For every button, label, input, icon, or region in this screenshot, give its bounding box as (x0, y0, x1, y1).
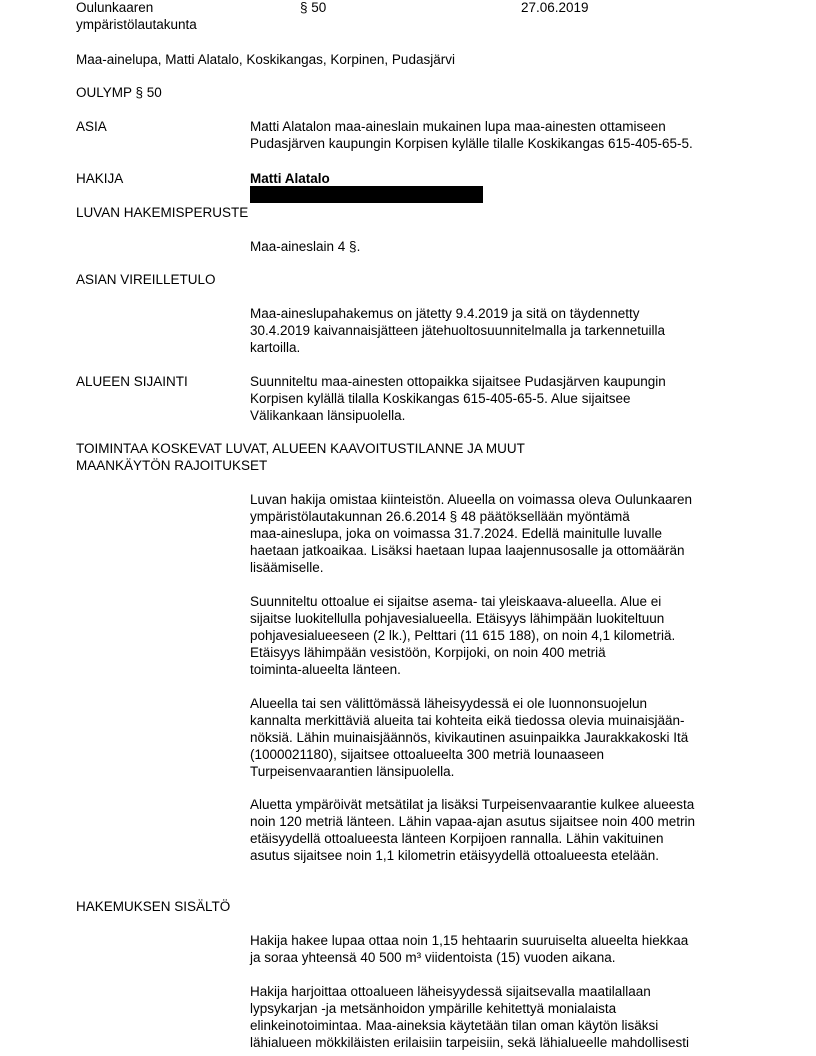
hakija-name: Matti Alatalo (250, 171, 330, 186)
paragraph-line: toiminta-alueelta länteen. (250, 662, 401, 677)
redaction-bar (250, 186, 483, 203)
paragraph-line: etäisyydellä ottoalueesta länteen Korpijoen rannalla. Lähin vakituinen (250, 831, 664, 846)
paragraph-line: Suunniteltu ottoalue ei sijaitse asema- tai yleiskaava-alueella. Alue ei (250, 594, 662, 609)
toiminta-paragraph-2 (250, 593, 750, 678)
toiminta-label-line1: TOIMINTAA KOSKEVAT LUVAT, ALUEEN KAAVOITUSTILANNE JA MUUT (76, 441, 525, 456)
paragraph-line: lähialueen mökkiläisten erilaisiin tarpeisiin, sekä lähialueelle mahdollisesti (250, 1035, 689, 1050)
vireille-label: ASIAN VIREILLETULO (76, 272, 216, 287)
paragraph-line: asutus sijaitsee noin 1,1 kilometrin etäisyydellä ottoalueesta etelään. (250, 848, 659, 863)
document-date: 27.06.2019 (521, 0, 589, 15)
sijainti-line: Korpisen kylällä tilalla Koskikangas 615-405-65-5. Alue sijaitsee (250, 391, 631, 406)
sijainti-line: Suunniteltu maa-ainesten ottopaikka sijaitsee Pudasjärven kaupungin (250, 374, 666, 389)
luvan-label: LUVAN HAKEMISPERUSTE (76, 205, 249, 220)
vireille-line: kartoilla. (250, 340, 301, 355)
section-number: § 50 (300, 0, 327, 15)
toiminta-paragraph-1 (250, 491, 750, 576)
paragraph-line: ja soraa yhteensä 40 500 m³ viidentoista (15) vuoden aikana. (250, 950, 616, 965)
asia-line: Matti Alatalon maa-aineslain mukainen lupa maa-ainesten ottamiseen (250, 119, 666, 134)
paragraph-line: Turpeisenvaarantien länsipuolella. (250, 764, 455, 779)
paragraph-line: Etäisyys lähimpään vesistöön, Korpijoki, on noin 400 metriä (250, 645, 606, 660)
luvan-text: Maa-aineslain 4 §. (250, 239, 361, 254)
paragraph-line: noin 120 metriä länteen. Lähin vapaa-ajan asutus sijaitsee noin 400 metrin (250, 814, 696, 829)
org-name-line2: ympäristölautakunta (76, 17, 197, 32)
paragraph-line: maa-aineslupa, joka on voimassa 31.7.2024. Edellä mainitulle luvalle (250, 526, 662, 541)
paragraph-line: lisäämiselle. (250, 560, 324, 575)
sijainti-text (250, 373, 750, 424)
paragraph-line: Hakija harjoittaa ottoalueen läheisyydessä sijaitsevalla maatilallaan (250, 984, 651, 999)
paragraph-line: kannalta merkittäviä alueita tai kohteita eikä tiedossa olevia muinaisjään- (250, 713, 685, 728)
paragraph-line: elinkeinotoimintaa. Maa-aineksia käytetään tilan oman käytön lisäksi (250, 1018, 659, 1033)
paragraph-line: Luvan hakija omistaa kiinteistön. Alueella on voimassa oleva Oulunkaaren (250, 492, 693, 507)
toiminta-label (76, 440, 525, 474)
paragraph-line: lypsykarjan -ja metsänhoidon ympärille kehitettyä monialaista (250, 1001, 617, 1016)
vireille-line: Maa-aineslupahakemus on jätetty 9.4.2019 ja sitä on täydennetty (250, 306, 640, 321)
paragraph-line: sijaitse luokitellulla pohjavesialueella. Etäisyys lähimpään luokiteltuun (250, 611, 665, 626)
hakemus-paragraph-1 (250, 932, 750, 966)
paragraph-line: Hakija hakee lupaa ottaa noin 1,15 hehtaarin suuruiselta alueelta hiekkaa (250, 933, 689, 948)
paragraph-line: ympäristölautakunnan 26.6.2014 § 48 päätöksellään myöntämä (250, 509, 630, 524)
paragraph-line: Alueella tai sen välittömässä läheisyydessä ei ole luonnonsuojelun (250, 696, 647, 711)
asia-line: Pudasjärven kaupungin Korpisen kylälle tilalle Koskikangas 615-405-65-5. (250, 136, 693, 151)
org-name-line1: Oulunkaaren (76, 0, 154, 15)
toiminta-paragraph-4 (250, 796, 750, 864)
hakemus-label: HAKEMUKSEN SISÄLTÖ (76, 899, 231, 914)
toiminta-label-line2: MAANKÄYTÖN RAJOITUKSET (76, 458, 268, 473)
asia-text (250, 118, 750, 152)
document-title: Maa-ainelupa, Matti Alatalo, Koskikangas, Korpinen, Pudasjärvi (76, 52, 455, 67)
vireille-line: 30.4.2019 kaivannaisjätteen jätehuoltosuunnitelmalla ja tarkennetuilla (250, 323, 666, 338)
paragraph-line: haetaan jatkoaikaa. Lisäksi haetaan lupaa laajennusosalle ja ottomäärän (250, 543, 685, 558)
toiminta-paragraph-3 (250, 695, 750, 780)
hakemus-paragraph-2 (250, 983, 750, 1051)
asia-label: ASIA (76, 119, 107, 134)
paragraph-line: (1000021180), sijaitsee ottoalueelta 300 metriä lounaaseen (250, 747, 604, 762)
sijainti-label: ALUEEN SIJAINTI (76, 374, 188, 389)
reference-code: OULYMP § 50 (76, 85, 162, 100)
paragraph-line: nöksiä. Lähin muinaisjäännös, kivikautinen asuinpaikka Jaurakkakoski Itä (250, 730, 689, 745)
hakija-label: HAKIJA (76, 171, 124, 186)
org-name (76, 0, 197, 33)
vireille-text (250, 305, 750, 356)
sijainti-line: Välikankaan länsipuolella. (250, 408, 406, 423)
paragraph-line: Aluetta ympäröivät metsätilat ja lisäksi Turpeisenvaarantie kulkee alueesta (250, 797, 695, 812)
paragraph-line: pohjavesialueeseen (2 lk.), Pelttari (11 615 188), on noin 4,1 kilometriä. (250, 628, 676, 643)
